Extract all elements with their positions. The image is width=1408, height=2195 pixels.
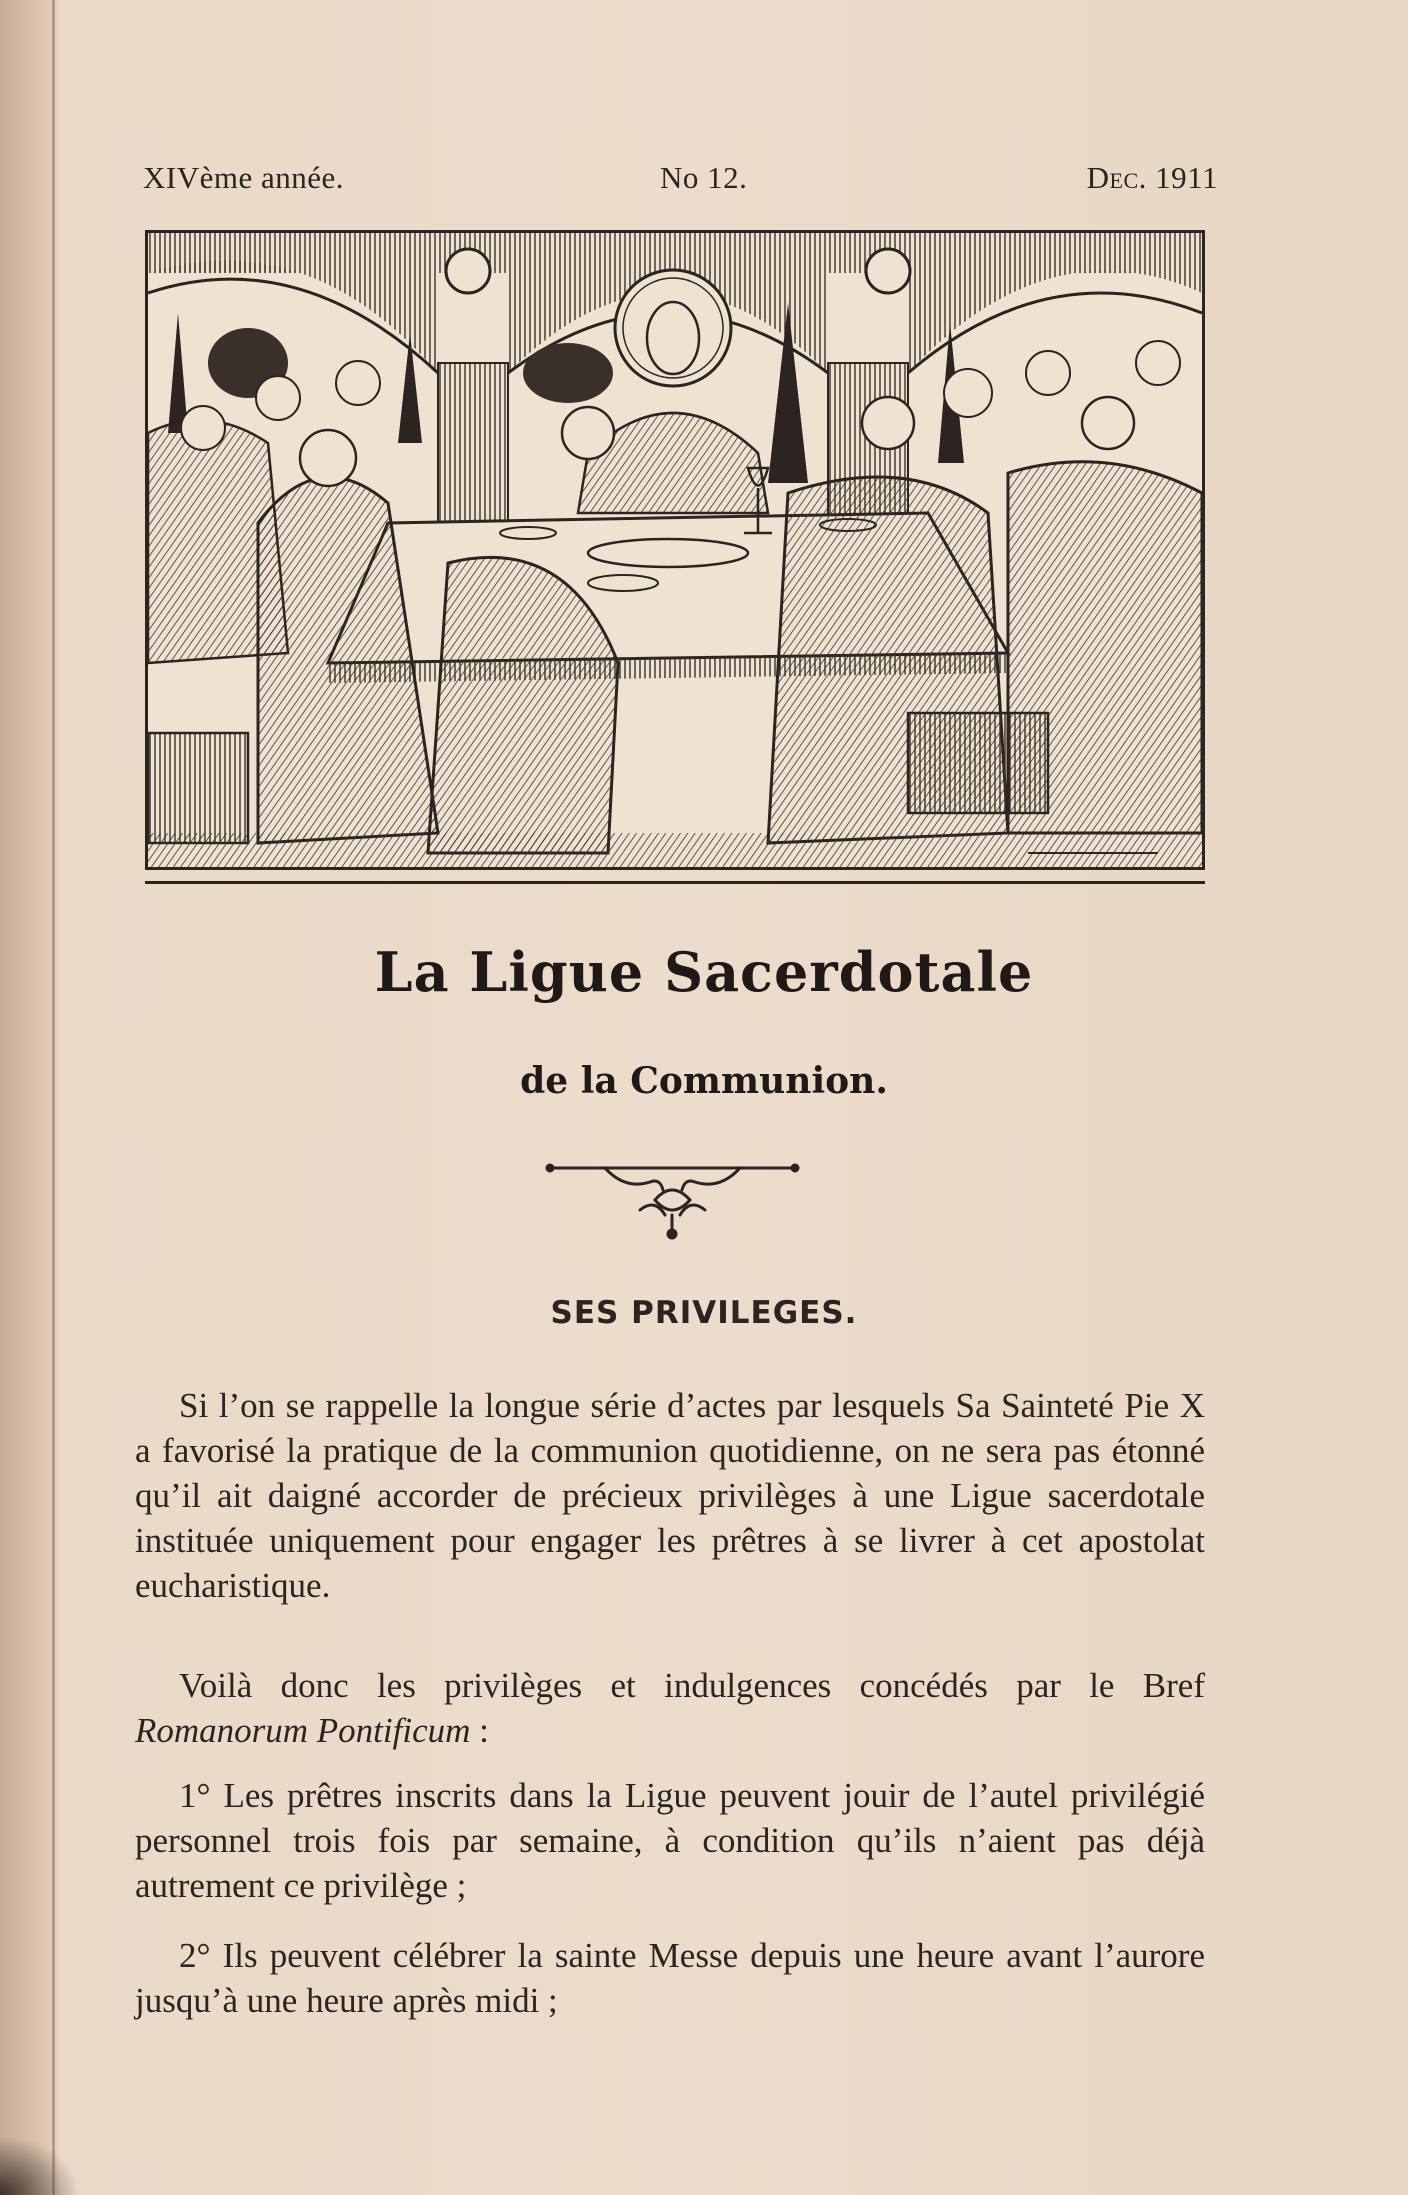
bref-colon: : <box>470 1711 489 1750</box>
section-heading: SES PRIVILEGES. <box>550 1295 858 1331</box>
fleuron-ornament-icon <box>545 1160 800 1240</box>
last-supper-engraving <box>145 230 1205 870</box>
privilege-item-2: 2° Ils peuvent célébrer la sainte Messe depuis une heure avant l’aurore jusqu’à une heure après midi ; <box>135 1936 1205 2020</box>
privilege-item-1: 1° Les prêtres inscrits dans la Ligue peuvent jouir de l’autel privilégié personnel trois fois par semaine, à condition qu’ils n’aient pas déjà autrement ce privilège ; <box>135 1776 1205 1905</box>
header-issue-number: No 12. <box>660 160 748 195</box>
paragraph-bref <box>135 1663 1205 1753</box>
article-subtitle: de la Communion. <box>520 1060 888 1102</box>
bref-title: Romanorum Pontificum <box>135 1711 471 1750</box>
running-header <box>140 160 1218 200</box>
header-date: Dec. 1911 <box>1086 160 1218 195</box>
article-title: La Ligue Sacerdotale <box>374 940 1034 1004</box>
header-volume: XIVème année. <box>143 160 345 195</box>
bref-text: Voilà donc les privilèges et indulgences concédés par le Bref <box>179 1666 1205 1705</box>
corner-shadow <box>0 2135 80 2195</box>
engraving-drawing <box>148 233 1202 867</box>
paragraph-intro: Si l’on se rappelle la longue série d’actes par lesquels Sa Sainteté Pie X a favorisé la pratique de la communion quotidienne, on ne sera pas étonné qu’il ait daigné accorder de précieux privilèges à une Ligue sacerdotale instituée uniquement pour engager les prêtres à se livrer à cet apostolat eucharistique. <box>135 1386 1205 1605</box>
illustration-rule <box>145 881 1205 884</box>
